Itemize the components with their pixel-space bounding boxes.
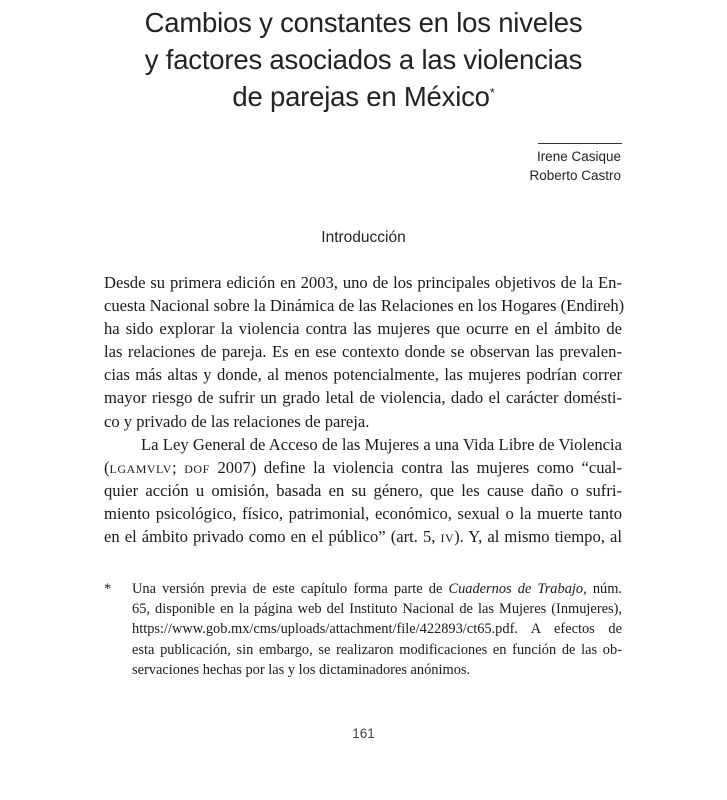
p2-line-5-pre: en el ámbito privado como en el público” (art. 5, bbox=[104, 527, 441, 547]
footnote-line-1-post: núm. bbox=[586, 581, 622, 597]
section-heading: Introducción bbox=[321, 229, 406, 246]
paragraph-1-line: mayor riesgo de sufrir un grado letal de violencia, dado el carácter domésti- bbox=[104, 388, 622, 408]
author-name: Roberto Castro bbox=[529, 168, 621, 183]
paragraph-1-line: las relaciones de pareja. Es en ese contexto donde se observan las prevalen- bbox=[104, 342, 622, 362]
page-number: 161 bbox=[352, 726, 375, 741]
paragraph-2-line: La Ley General de Acceso de las Mujeres a una Vida Libre de Violencia bbox=[141, 434, 622, 454]
p2-open-paren: ( bbox=[104, 457, 110, 477]
law-abbreviation: lgamvlv bbox=[109, 457, 172, 477]
p2-line-5-post: ). Y, al mismo tiempo, al bbox=[454, 527, 622, 547]
paragraph-2-line: miento psicológico, físico, patrimonial, económico, sexual o la muerte tanto bbox=[104, 503, 622, 523]
p2-line-2-rest: ) define la violencia contra las mujeres como “cual- bbox=[250, 457, 622, 477]
paragraph-1-line: cias más altas y donde, al menos potencialmente, las mujeres podrían correr bbox=[104, 365, 622, 385]
p2-separator: ; bbox=[171, 457, 185, 477]
chapter-title bbox=[0, 4, 727, 115]
footnote-line: esta publicación, sin embargo, se realizaron modificaciones en función de las ob- bbox=[132, 641, 622, 658]
body-text bbox=[104, 271, 625, 548]
paragraph-2-line: quier acción u omisión, basada en su género, que les cause daño o sufri- bbox=[104, 480, 622, 500]
cited-work-title: Cuadernos de Trabajo, bbox=[448, 581, 587, 597]
footnote-line: servaciones hechas por las y los dictaminadores anónimos. bbox=[132, 661, 471, 678]
title-line-2: y factores asociados a las violencias bbox=[144, 44, 583, 75]
footnote-text bbox=[132, 579, 622, 680]
footnote-line bbox=[132, 579, 622, 599]
author-name: Irene Casique bbox=[536, 149, 621, 164]
dof-abbreviation: dof bbox=[184, 457, 210, 477]
footnote-line-1-pre: Una versión previa de este capítulo forma parte de bbox=[132, 581, 449, 597]
title-line-3-text: de parejas en México bbox=[232, 81, 490, 112]
title-line-3 bbox=[0, 78, 727, 115]
p2-year: 2007 bbox=[209, 457, 251, 477]
paragraph-2-line bbox=[104, 525, 622, 548]
paragraph-2-line bbox=[104, 456, 622, 479]
footnote-url-line[interactable]: https://www.gob.mx/cms/uploads/attachment/file/422893/ct65.pdf. A efectos de bbox=[132, 621, 622, 638]
author-block bbox=[529, 147, 621, 185]
title-line-1: Cambios y constantes en los niveles bbox=[144, 7, 583, 38]
footnote-mark: * bbox=[104, 581, 112, 597]
author-divider bbox=[538, 143, 622, 144]
paragraph-1-line: ha sido explorar la violencia contra las mujeres que ocurre en el ámbito de bbox=[104, 319, 622, 339]
footnote-line: 65, disponible en la página web del Instituto Nacional de las Mujeres (Inmujeres), bbox=[132, 601, 622, 618]
paragraph-1-line: co y privado de las relaciones de pareja. bbox=[104, 411, 370, 431]
paragraph-1-line: Desde su primera edición en 2003, uno de los principales objetivos de la En- bbox=[104, 273, 622, 292]
paragraph-1-line: cuesta Nacional sobre la Dinámica de las Relaciones en los Hogares (Endireh) bbox=[104, 296, 625, 316]
article-fraction: iv bbox=[440, 527, 455, 547]
title-footnote-mark[interactable]: * bbox=[489, 85, 495, 100]
footnote bbox=[104, 579, 622, 680]
